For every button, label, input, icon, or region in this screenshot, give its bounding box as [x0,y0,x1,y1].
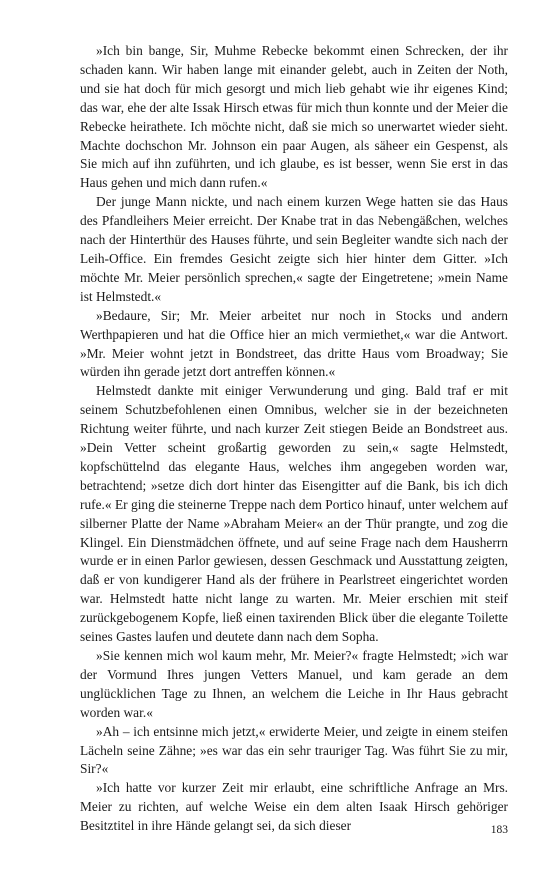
paragraph-5: »Sie kennen mich wol kaum mehr, Mr. Meier?« fragte Helmstedt; »ich war der Vormund Ihres jungen Vetters Manuel, und kam gerade an dem unglücklichen Tage zu Ihnen, an welchem die Leiche in Ihr Haus gebracht worden war.« [80,648,508,720]
paragraph-1: »Ich bin bange, Sir, Muhme Rebecke bekommt einen Schrecken, der ihr schaden kann. Wir haben lange mit einander gelebt, auch in Zeiten der Noth, und sie hat doch für mich gesorgt und mich lieb gehabt wie ihr eigenes Kind; das war, ehe der alte Issak Hirsch etwas für mich thun konnte und der Meier die Rebecke heirathete. Ich möchte nicht, daß sie mich so unerwartet wieder sieht. Machte dochschon Mr. Johnson ein paar Augen, als säheer ein Gespenst, als Sie mich auf ihn zuführten, und ich glaube, es ist besser, wenn Sie erst in das Haus gehen und mich dann rufen.« [80,43,508,191]
page-body [80,42,508,836]
paragraph-3: »Bedaure, Sir; Mr. Meier arbeitet nur noch in Stocks und andern Werthpapieren und hat die Office hier an mich vermiethet,« war die Antwort. »Mr. Meier wohnt jetzt in Bondstreet, das dritte Haus vom Broadway; Sie würden ihn gerade jetzt dort antreffen können.« [80,307,508,380]
page-number: 183 [490,824,508,836]
paragraph-4: Helmstedt dankte mit einiger Verwunderung und ging. Bald traf er mit seinem Schutzbefohlenen einen Omnibus, welcher sie in der bezeichneten Richtung weiter führte, und nach kurzer Zeit stiegen Beide an Bondstreet aus. »Dein Vetter scheint großartig geworden zu sein,« sagte Helmstedt, kopfschüttelnd das elegante Haus, welches ihm angegeben worden war, betrachtend; »setze dich dort hinter das Eisengitter auf die Bank, bis ich dich rufe.« Er ging die steinerne Treppe nach dem Portico hinauf, unter welchem auf silberner Platte der Name »Abraham Meier« an der Thür prangte, und zog die Klingel. Ein Dienstmädchen öffnete, und auf seine Frage nach dem Hausherrn wurde er in einen Parlor gewiesen, dessen Geschmack und Ausstattung zeigten, daß er von kundigerer Hand als der frühere in Pearlstreet eingerichtet worden war. Helmstedt hatte nicht lange zu warten. Mr. Meier erschien mit steif zurückgebogenem Kopfe, ließ einen taxirenden Blick über die elegante Toilette seines Gastes laufen und deutete dann nach dem Sopha. [80,383,508,645]
paragraph-6: »Ah – ich entsinne mich jetzt,« erwiderte Meier, und zeigte in einem steifen Lächeln seine Zähne; »es war das ein sehr trauriger Tag. Was führt Sie zu mir, Sir?« [80,723,508,777]
paragraph-7: »Ich hatte vor kurzer Zeit mir erlaubt, eine schriftliche Anfrage an Mrs. Meier zu richten, auf welche Weise ein dem alten Isaak Hirsch gehöriger Besitztitel in ihre Hände gelangt sei, da sich dieser [80,780,508,834]
paragraph-2: Der junge Mann nickte, und nach einem kurzen Wege hatten sie das Haus des Pfandleihers Meier erreicht. Der Knabe trat in das Nebengäßchen, welches nach der Hinterthür des Hauses führte, und sein Begleiter wandte sich nach der Leih-Office. Ein fremdes Gesicht zeigte sich hier hinter dem Gitter. »Ich möchte Mr. Meier persönlich sprechen,« sagte der Eingetretene; »mein Name ist Helmstedt.« [80,194,508,304]
